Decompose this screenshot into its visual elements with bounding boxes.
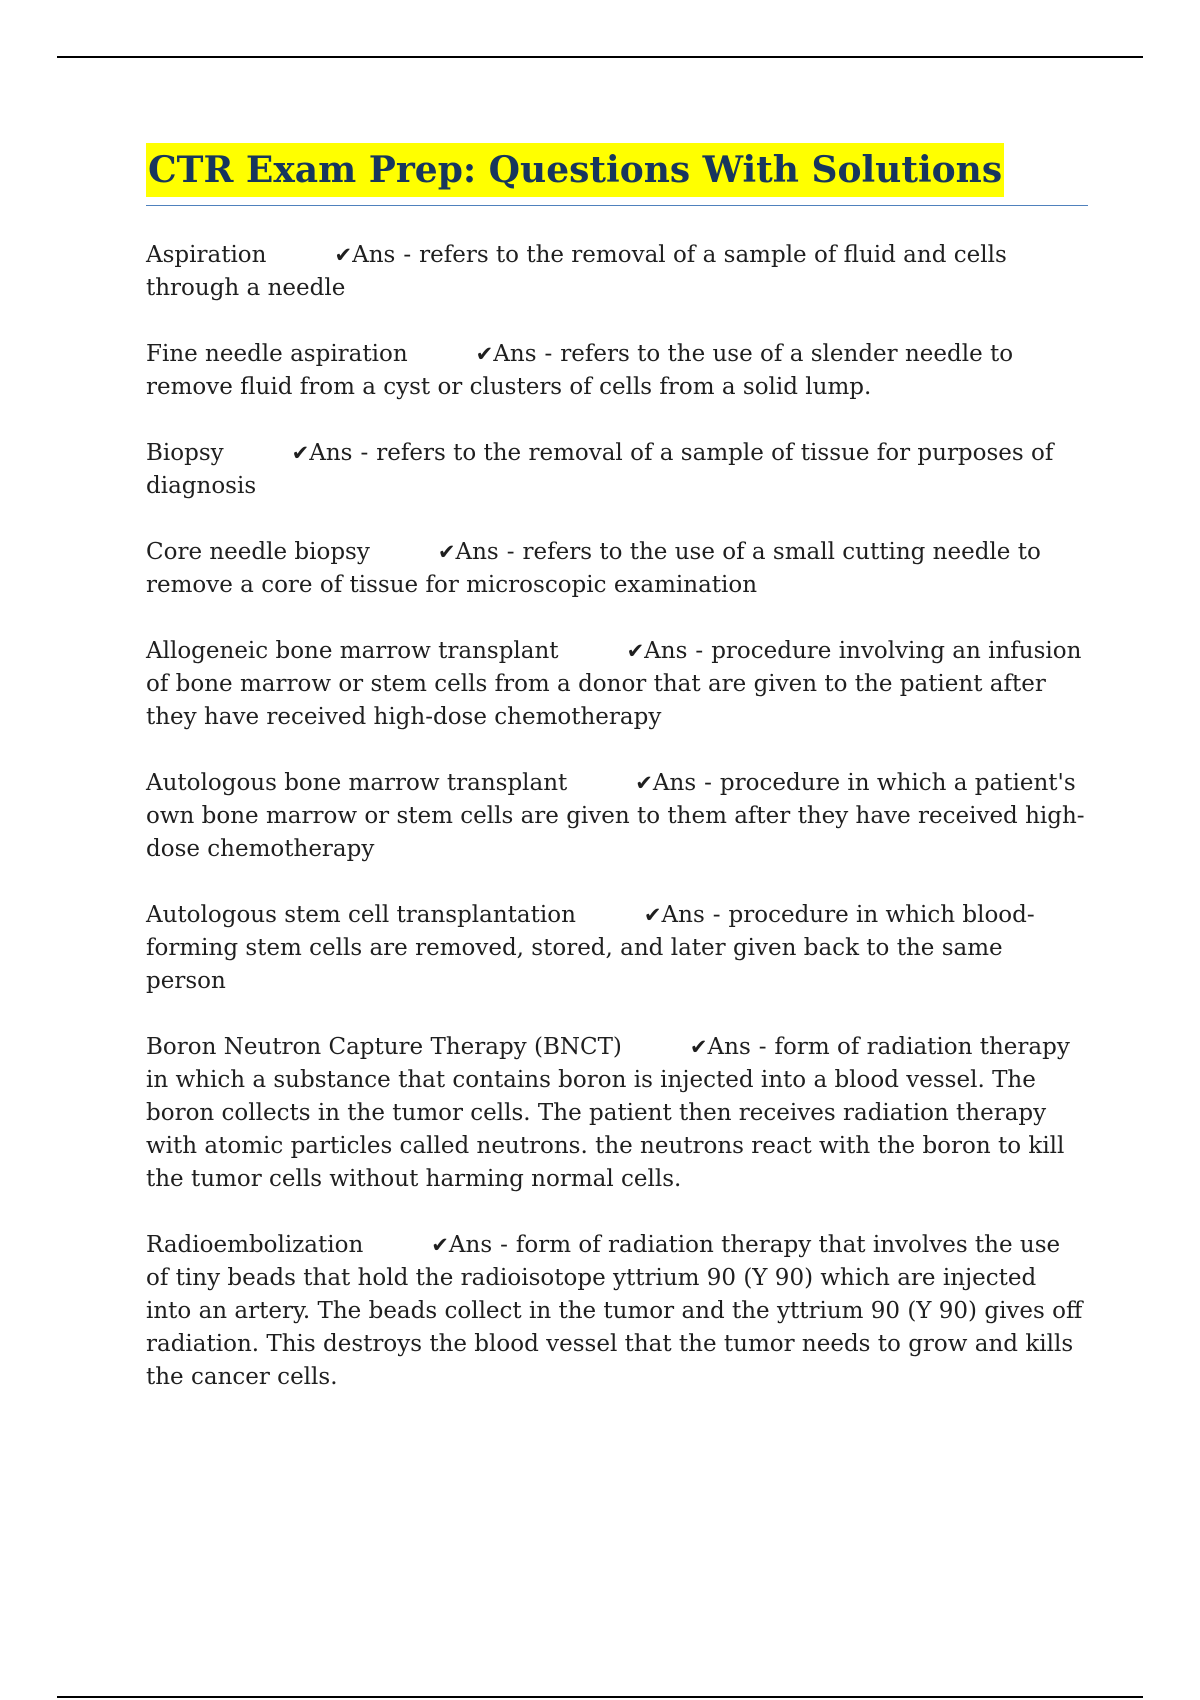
answer-label: Ans — [448, 1232, 493, 1258]
question-term: Radioembolization — [146, 1232, 364, 1258]
checkmark-icon: ✔ — [635, 771, 653, 795]
answer-text: form of radiation therapy that involves the use of tiny beads that hold the radioisotope yttrium 90 (Y 90) which are injected into an artery. The beads collect in the tumor and the yttrium 90 (Y 90) gives off radiation. This destroys the blood vessel that the tumor needs to grow and kills the cancer cells. — [146, 1232, 1083, 1390]
question-term: Allogeneic bone marrow transplant — [146, 638, 559, 664]
checkmark-icon: ✔ — [643, 903, 662, 927]
answer-text: refers to the use of a small cutting needle to remove a core of tissue for microscopic examination — [146, 539, 1041, 598]
answer-separator: - — [506, 539, 515, 565]
question-term: Autologous bone marrow transplant — [146, 770, 568, 796]
answer-text: procedure in which a patient's own bone marrow or stem cells are given to them after they have received high-dose chemotherapy — [146, 770, 1085, 862]
answer-label: Ans — [707, 1034, 751, 1060]
answer-text: refers to the use of a slender needle to remove fluid from a cyst or clusters of cells from a solid lump. — [146, 341, 1014, 400]
answer-text: form of radiation therapy in which a substance that contains boron is injected into a blood vessel. The boron collects in the tumor cells. The patient then receives radiation therapy with atomic particles called neutrons. the neutrons react with the boron to kill the tumor cells without harming normal cells. — [146, 1034, 1070, 1192]
checkmark-icon: ✔ — [437, 540, 456, 564]
answer-text: procedure in which blood-forming stem cells are removed, stored, and later given back to the same person — [146, 902, 1035, 994]
question-term: Autologous stem cell transplantation — [146, 902, 576, 928]
answer-separator: - — [403, 242, 412, 268]
checkmark-icon: ✔ — [334, 243, 353, 267]
checkmark-icon: ✔ — [626, 639, 645, 663]
question-term: Fine needle aspiration — [146, 341, 408, 367]
footer-rule — [57, 1696, 1143, 1698]
title-block — [146, 143, 1088, 206]
qa-item — [146, 635, 1088, 734]
answer-text: refers to the removal of a sample of tissue for purposes of diagnosis — [146, 440, 1054, 499]
answer-separator: - — [695, 638, 704, 664]
answer-label: Ans — [644, 638, 688, 664]
answer-text: refers to the removal of a sample of fluid and cells through a needle — [146, 242, 1007, 301]
answer-label: Ans — [652, 770, 697, 796]
qa-item — [146, 767, 1088, 866]
qa-list — [146, 239, 1088, 1394]
answer-separator: - — [360, 440, 369, 466]
answer-text: procedure involving an infusion of bone marrow or stem cells from a donor that are given to the patient after they have received high-dose chemotherapy — [146, 638, 1082, 730]
header-rule — [57, 56, 1143, 58]
answer-label: Ans — [661, 902, 705, 928]
qa-item — [146, 338, 1088, 404]
answer-label: Ans — [309, 440, 353, 466]
checkmark-icon: ✔ — [431, 1233, 449, 1257]
question-term: Biopsy — [146, 440, 224, 466]
checkmark-icon: ✔ — [689, 1035, 708, 1059]
answer-separator: - — [544, 341, 553, 367]
answer-label: Ans — [352, 242, 396, 268]
document-title: CTR Exam Prep: Questions With Solutions — [146, 143, 1004, 197]
checkmark-icon: ✔ — [475, 342, 494, 366]
qa-item — [146, 536, 1088, 602]
document-body — [146, 143, 1088, 1427]
checkmark-icon: ✔ — [291, 441, 310, 465]
qa-item — [146, 899, 1088, 998]
answer-label: Ans — [455, 539, 499, 565]
question-term: Aspiration — [146, 242, 267, 268]
answer-separator: - — [758, 1034, 767, 1060]
qa-item — [146, 437, 1088, 503]
qa-item — [146, 1031, 1088, 1196]
question-term: Core needle biopsy — [146, 539, 370, 565]
answer-label: Ans — [493, 341, 537, 367]
answer-separator: - — [500, 1232, 508, 1258]
answer-separator: - — [712, 902, 721, 928]
question-term: Boron Neutron Capture Therapy (BNCT) — [146, 1034, 622, 1060]
answer-separator: - — [704, 770, 712, 796]
qa-item — [146, 1229, 1088, 1394]
qa-item — [146, 239, 1088, 305]
